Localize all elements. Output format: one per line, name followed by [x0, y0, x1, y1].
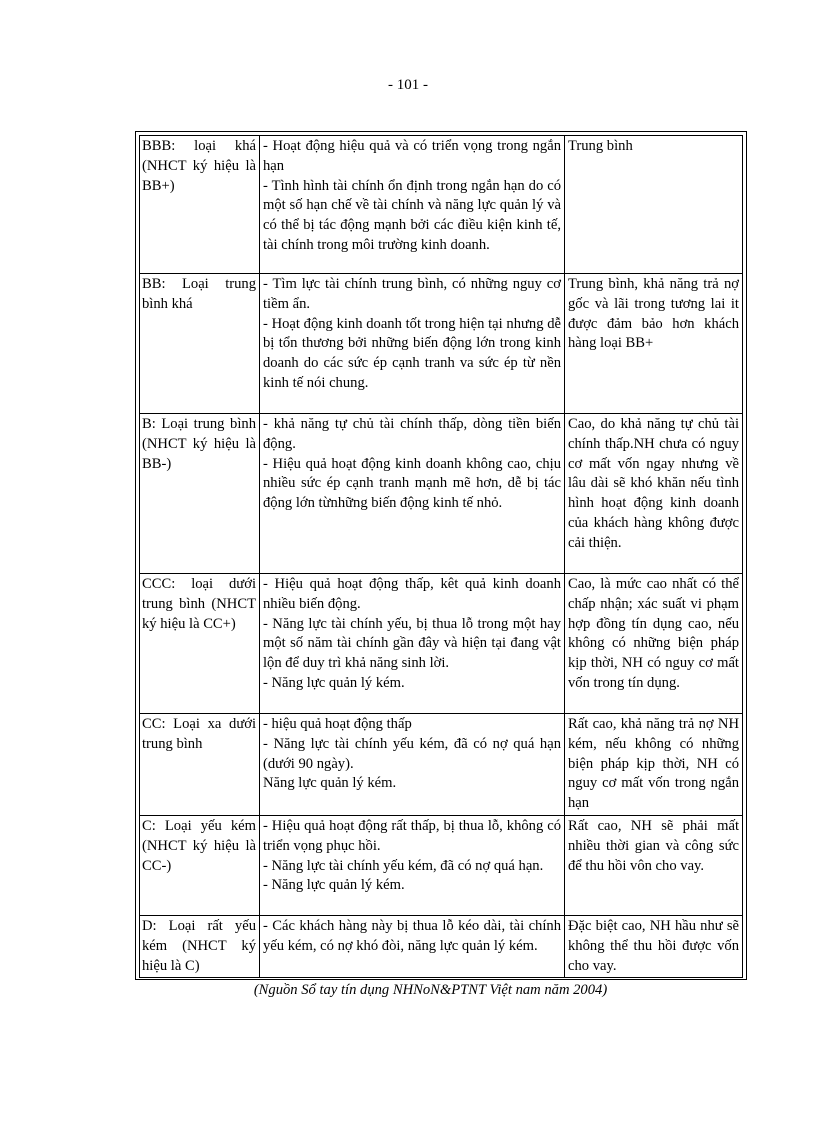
rating-cell: B: Loại trung bình (NHCT ký hiệu là BB-)	[140, 414, 260, 574]
risk-cell: Rất cao, khả năng trả nợ NH kém, nếu không có những biện pháp kịp thời, NH có nguy cơ mất vốn trong ngắn hạn	[565, 714, 743, 816]
description-line: - Tìm lực tài chính trung bình, có những nguy cơ tiềm ẩn.	[263, 276, 561, 312]
rating-cell: C: Loại yếu kém (NHCT ký hiệu là CC-)	[140, 815, 260, 915]
description-cell	[260, 714, 565, 816]
description-line: - Hiệu quả hoạt động kinh doanh không cao, chịu nhiều sức ép cạnh tranh mạnh mẽ hơn, dễ bị tác động lớn từnhững biến động kinh tế nhỏ.	[263, 455, 561, 512]
table-row	[140, 815, 743, 915]
credit-rating-table	[139, 135, 743, 978]
table-row	[140, 136, 743, 274]
rating-cell: D: Loại rất yếu kém (NHCT ký hiệu là C)	[140, 915, 260, 977]
description-line: - Tình hình tài chính ổn định trong ngắn hạn do có một số hạn chế về tài chính và năng lực quản lý và có thể bị tác động mạnh bởi các điều kiện kinh tế, tài chính trong môi trường kinh doanh.	[263, 177, 561, 253]
description-line: - Năng lực tài chính yếu kém, đã có nợ quá hạn.	[263, 857, 544, 874]
description-line: - Hiệu quả hoạt động thấp, kêt quả kinh doanh nhiều biến động.	[263, 576, 561, 612]
table-row	[140, 915, 743, 977]
rating-cell: BB: Loại trung bình khá	[140, 274, 260, 414]
credit-rating-table-frame	[135, 131, 747, 980]
description-line: Năng lực quản lý kém.	[263, 775, 397, 792]
description-cell	[260, 274, 565, 414]
risk-cell: Trung bình	[565, 136, 743, 274]
description-line: - Năng lực quản lý kém.	[263, 877, 405, 894]
risk-cell: Cao, do khả năng tự chủ tài chính thấp.NH chưa có nguy cơ mất vốn ngay nhưng về lâu dài sẽ khó khăn nếu tình hình hoạt động kinh doanh của khách hàng không được cải thiện.	[565, 414, 743, 574]
description-cell	[260, 136, 565, 274]
description-line: - Năng lực tài chính yếu kém, đã có nợ quá hạn (dưới 90 ngày).	[263, 735, 561, 772]
risk-cell: Đặc biệt cao, NH hầu như sẽ không thể thu hồi được vốn cho vay.	[565, 915, 743, 977]
rating-cell: CC: Loại xa dưới trung bình	[140, 714, 260, 816]
description-line: - khả năng tự chủ tài chính thấp, dòng tiền biến động.	[263, 416, 561, 452]
risk-cell: Cao, là mức cao nhất có thể chấp nhận; xác suất vi phạm hợp đồng tín dụng cao, nếu không có những biện pháp kịp thời, NH có nguy cơ mất vốn trong tín dụng.	[565, 574, 743, 714]
rating-cell: CCC: loại dưới trung bình (NHCT ký hiệu là CC+)	[140, 574, 260, 714]
description-line: - hiệu quả hoạt động thấp	[263, 716, 412, 732]
description-cell	[260, 815, 565, 915]
table-row	[140, 414, 743, 574]
source-note: (Nguồn Sổ tay tín dụng NHNoN&PTNT Việt nam năm 2004)	[253, 982, 608, 998]
description-line: - Năng lực tài chính yếu, bị thua lỗ trong một hay một số năm tài chính gần đây và hiện tại đang vật lộn để duy trì khả năng sinh lời.	[263, 615, 561, 672]
description-cell	[260, 574, 565, 714]
risk-cell: Rất cao, NH sẽ phải mất nhiều thời gian và công sức để thu hồi vôn cho vay.	[565, 815, 743, 915]
table-row	[140, 574, 743, 714]
description-cell	[260, 915, 565, 977]
description-line: - Các khách hàng này bị thua lỗ kéo dài, tài chính yếu kém, có nợ khó đòi, năng lực quản lý kém.	[263, 917, 561, 954]
description-line: - Năng lực quản lý kém.	[263, 674, 405, 691]
description-cell	[260, 414, 565, 574]
table-row	[140, 274, 743, 414]
table-row	[140, 714, 743, 816]
rating-cell: BBB: loại khá (NHCT ký hiệu là BB+)	[140, 136, 260, 274]
description-line: - Hoạt động hiệu quả và có triển vọng trong ngắn hạn	[263, 138, 561, 174]
description-line: - Hoạt động kinh doanh tốt trong hiện tại nhưng dễ bị tổn thương bởi những biến động lớn trong kinh doanh do các sức ép cạnh tranh va sức ép từ nền kinh tế nói chung.	[263, 315, 561, 391]
page-number: - 101 -	[388, 77, 428, 93]
description-line: - Hiệu quả hoạt động rất thấp, bị thua lỗ, không có triển vọng phục hồi.	[263, 817, 561, 854]
risk-cell: Trung bình, khả năng trả nợ gốc và lãi trong tương lai it được đảm bảo hơn khách hàng loại BB+	[565, 274, 743, 414]
